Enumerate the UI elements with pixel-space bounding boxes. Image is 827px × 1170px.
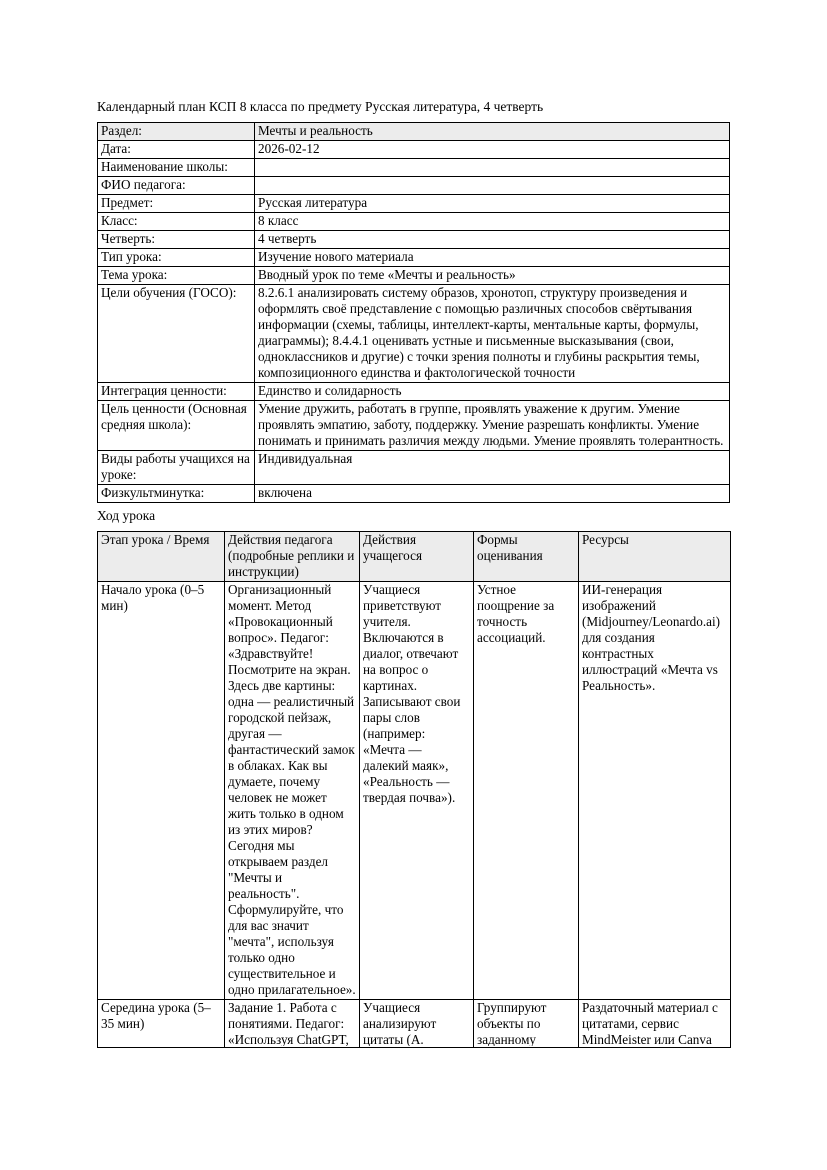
section-heading: Ход урока [97,508,156,523]
info-value: Единство и солидарность [255,383,730,401]
info-label: Виды работы учащихся на уроке: [98,451,255,485]
info-value: Умение дружить, работать в группе, проявлять уважение к другим. Умение проявлять эмпатию, заботу, поддержку. Умение разрешать конфликты. Умение понимать и принимать различия между людьми. Умение проявлять толерантность. [255,401,730,451]
info-label: Дата: [98,141,255,159]
info-value: Изучение нового материала [255,249,730,267]
table-row [98,485,730,503]
info-value: Вводный урок по теме «Мечты и реальность» [255,267,730,285]
info-value: Мечты и реальность [255,123,730,141]
column-header-resources: Ресурсы [579,532,731,582]
table-row [98,383,730,401]
info-value: включена [255,485,730,503]
info-label: Наименование школы: [98,159,255,177]
column-header-assessment: Формы оценивания [474,532,579,582]
table-row [98,231,730,249]
info-label: Класс: [98,213,255,231]
column-header-student-actions: Действия учащегося [360,532,474,582]
table-row [98,1000,731,1048]
table-row [98,213,730,231]
page-title: Календарный план КСП 8 класса по предмету Русская литература, 4 четверть [97,99,544,114]
info-label: ФИО педагога: [98,177,255,195]
stage-cell: Середина урока (5–35 мин) [98,1000,225,1048]
info-label: Четверть: [98,231,255,249]
assessment-cell: Группируют объекты по заданному [474,1000,579,1048]
teacher-actions-cell: Организационный момент. Метод «Провокационный вопрос». Педагог: «Здравствуйте! Посмотрите на экран. Здесь две картины: одна — реалистичный городской пейзаж, другая — фантастический замок в облаках. Как вы думаете, почему человек не может жить только в одном из этих миров? Сегодня мы открываем раздел "Мечты и реальность". Сформулируйте, что для вас значит "мечта", используя только одно существительное и одно прилагательное». [225,582,360,1000]
document-page [97,99,730,1048]
info-value [255,177,730,195]
info-value [255,159,730,177]
table-row [98,401,730,451]
table-header-row [98,532,731,582]
info-value: Индивидуальная [255,451,730,485]
stage-cell: Начало урока (0–5 мин) [98,582,225,1000]
column-header-teacher-actions: Действия педагога (подробные реплики и инструкции) [225,532,360,582]
info-label: Интеграция ценности: [98,383,255,401]
table-row [98,451,730,485]
info-label: Тема урока: [98,267,255,285]
resources-cell: Раздаточный материал с цитатами, сервис MindMeister или Canva [579,1000,731,1048]
info-value: Русская литература [255,195,730,213]
table-row [98,159,730,177]
info-label: Предмет: [98,195,255,213]
teacher-actions-cell: Задание 1. Работа с понятиями. Педагог: «Используя ChatGPT, [225,1000,360,1048]
column-header-stage: Этап урока / Время [98,532,225,582]
table-row [98,177,730,195]
info-label: Физкультминутка: [98,485,255,503]
table-row [98,141,730,159]
info-value: 8.2.6.1 анализировать систему образов, хронотоп, структуру произведения и оформлять своё представление с помощью различных способов свёртывания информации (схемы, таблицы, интеллект-карты, ментальные карты, формулы, диаграммы); 8.4.4.1 оценивать устные и письменные высказывания (свои, одноклассников и другие) с точки зрения полноты и глубины раскрытия темы, композиционного единства и фактологической точности [255,285,730,383]
table-row [98,285,730,383]
table-row [98,582,731,1000]
student-actions-cell: Учащиеся анализируют цитаты (А. [360,1000,474,1048]
table-row [98,249,730,267]
info-value: 8 класс [255,213,730,231]
lesson-flow-table [97,531,731,1048]
table-row [98,195,730,213]
info-value: 2026-02-12 [255,141,730,159]
table-row [98,267,730,285]
resources-cell: ИИ-генерация изображений (Midjourney/Leonardo.ai) для создания контрастных иллюстраций «Мечта vs Реальность». [579,582,731,1000]
info-value: 4 четверть [255,231,730,249]
info-label: Тип урока: [98,249,255,267]
info-label: Цели обучения (ГОСО): [98,285,255,383]
student-actions-cell: Учащиеся приветствуют учителя. Включаются в диалог, отвечают на вопрос о картинах. Записывают свои пары слов (например: «Мечта — далекий маяк», «Реальность — твердая почва»). [360,582,474,1000]
info-label: Цель ценности (Основная средняя школа): [98,401,255,451]
info-label: Раздел: [98,123,255,141]
lesson-info-table [97,122,730,503]
table-row [98,123,730,141]
assessment-cell: Устное поощрение за точность ассоциаций. [474,582,579,1000]
